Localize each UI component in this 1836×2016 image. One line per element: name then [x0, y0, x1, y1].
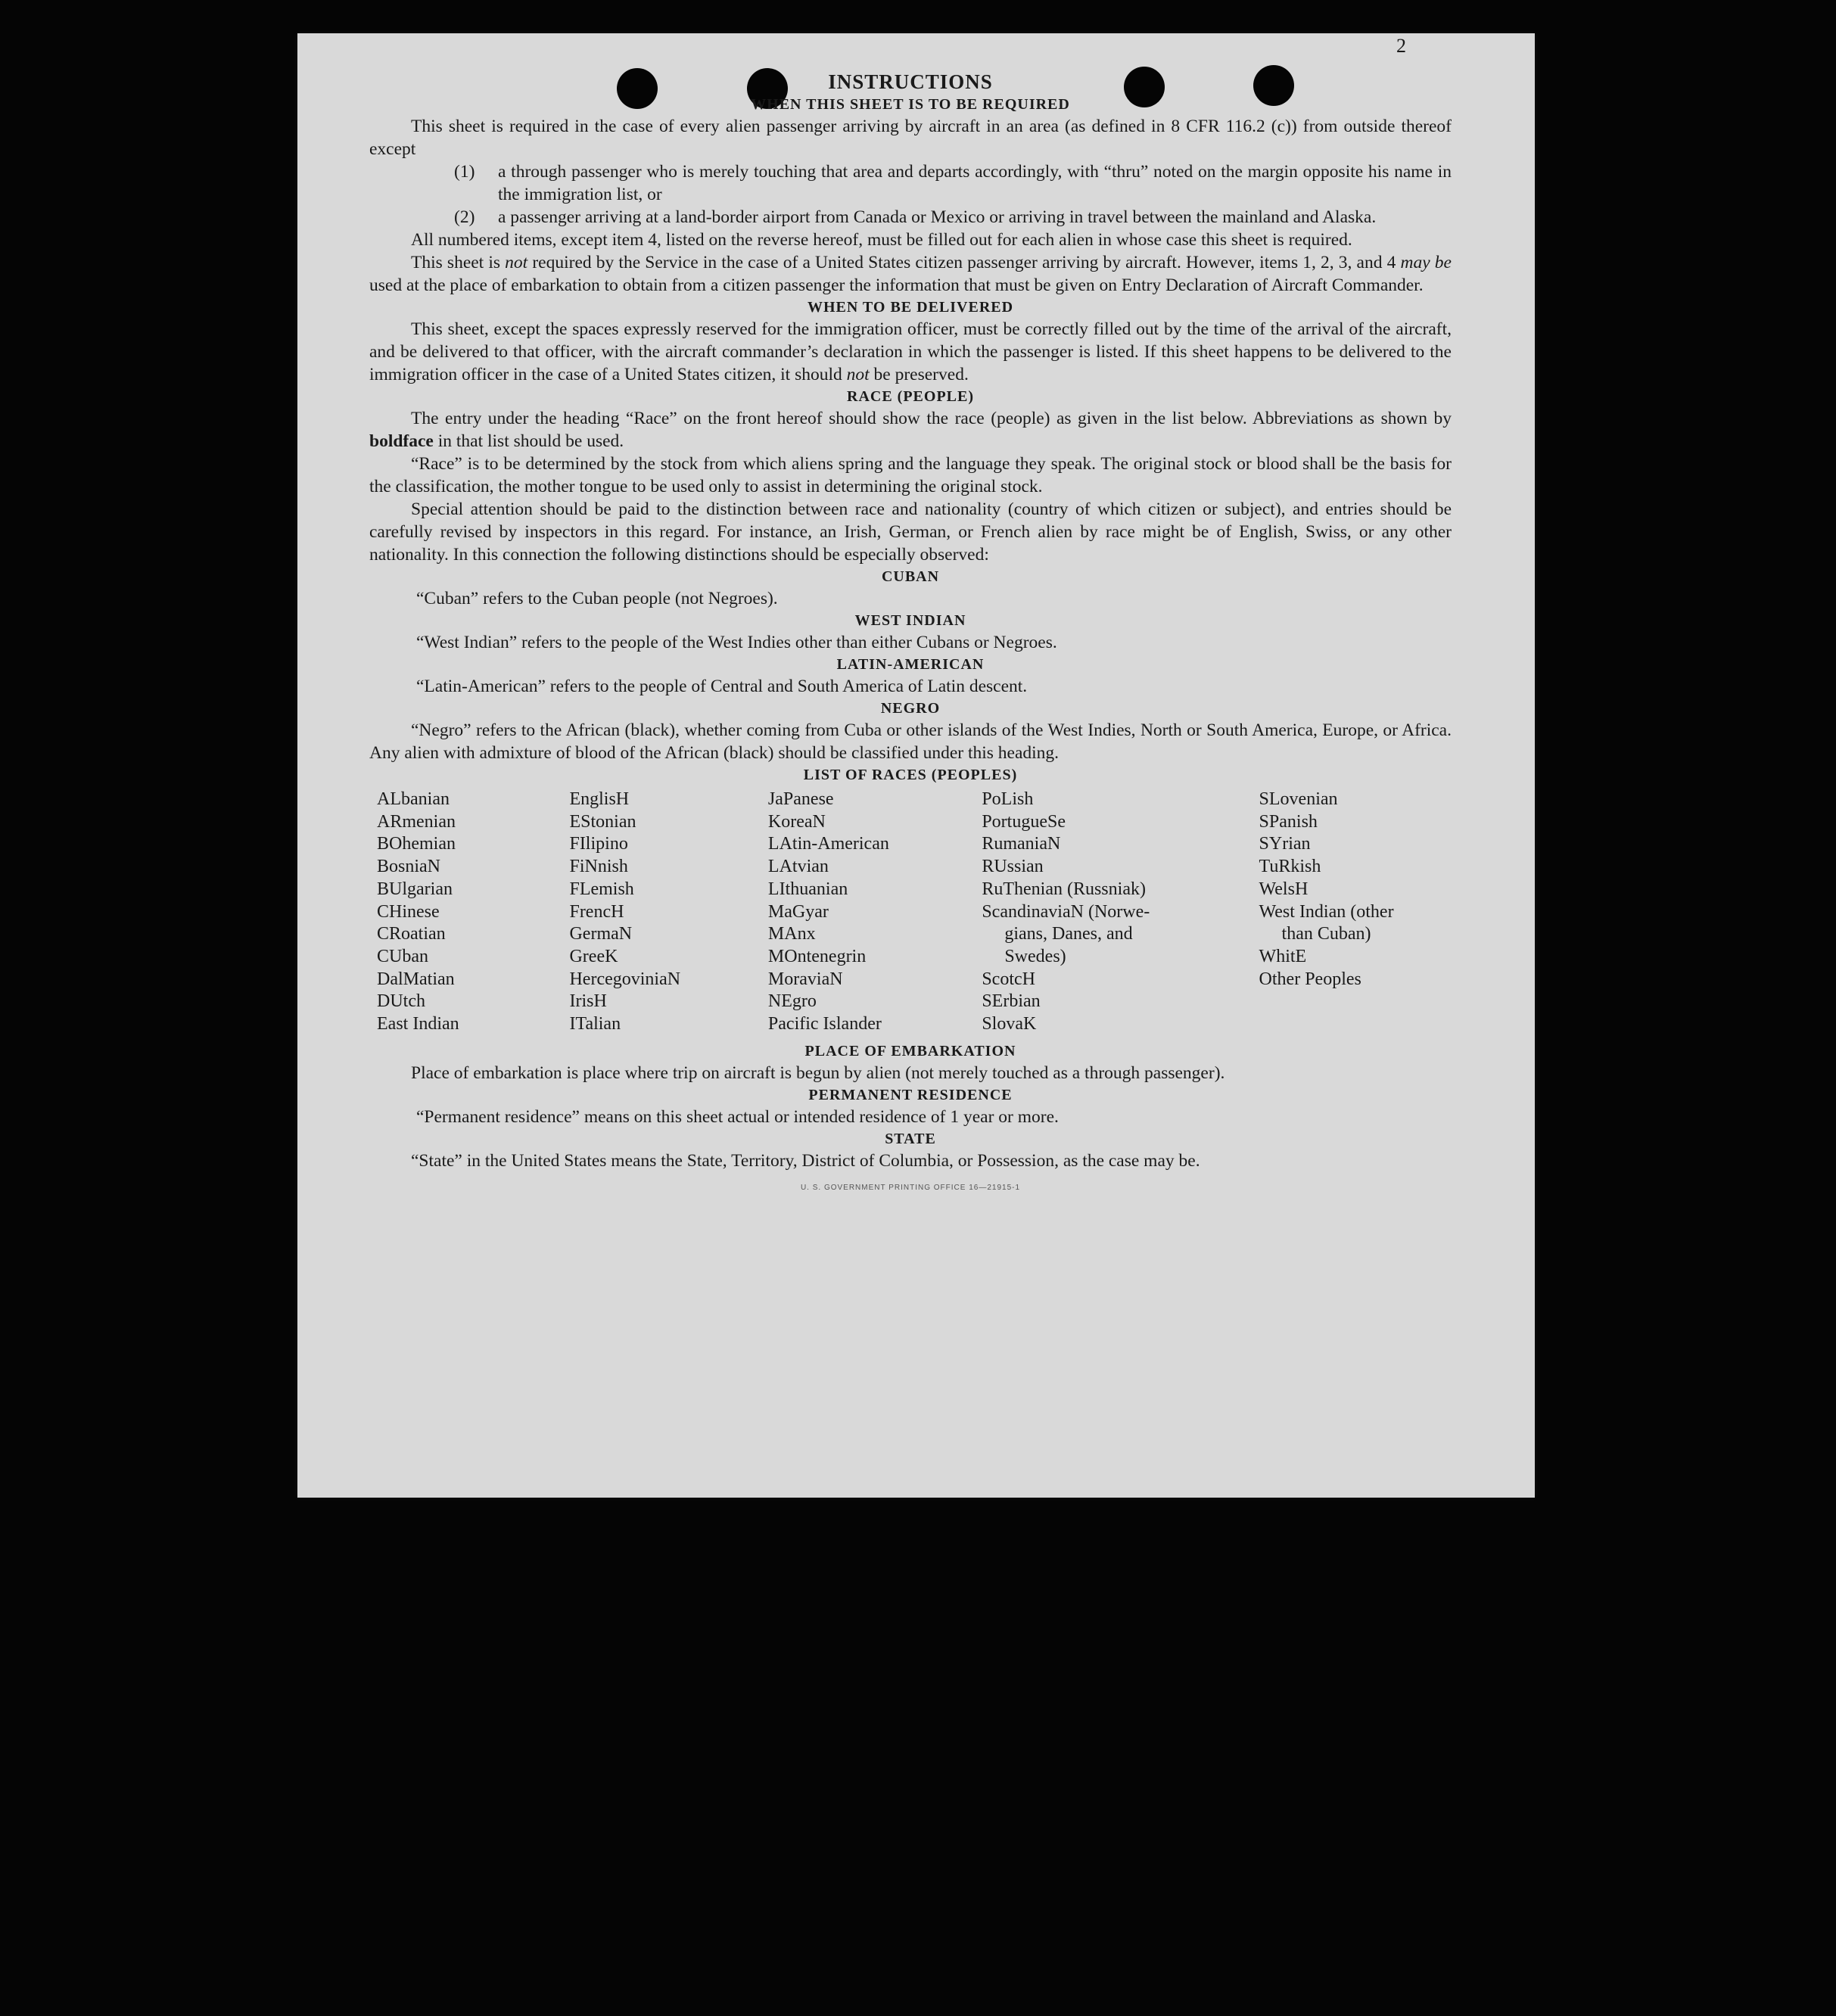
race-entry: BUlgarian	[377, 879, 453, 899]
race-entry: RuThenian (Russniak)	[982, 879, 1146, 899]
section-heading-west-indian: WEST INDIAN	[854, 612, 966, 629]
section-heading-latin-american: LATIN-AMERICAN	[836, 656, 985, 673]
emphasis: not	[846, 365, 870, 384]
races-column-3	[768, 789, 982, 1036]
text-run: This sheet is	[411, 253, 506, 272]
race-entry: FIlipino	[569, 834, 628, 854]
paragraph	[369, 318, 1452, 386]
race-entry: ScotcH	[982, 969, 1035, 989]
race-entry: CRoatian	[377, 924, 446, 944]
race-entry: RUssian	[982, 857, 1044, 877]
paragraph: “Race” is to be determined by the stock from which aliens spring and the language they speak. The original stock or blood shall be the basis for the classification, the mother tongue to be used only to assist in determining the original stock.	[369, 454, 1452, 496]
race-entry: WhitE	[1259, 946, 1307, 966]
page-number: 2	[1396, 35, 1406, 57]
race-entry: IrisH	[569, 991, 607, 1012]
race-entry: EnglisH	[569, 789, 630, 809]
definition-text: “Negro” refers to the African (black), whether coming from Cuba or other islands of the West Indies, North or South America, Europe, or Africa. Any alien with admixture of blood of the African (black) should be classified under this heading.	[369, 720, 1452, 763]
instructions-body	[369, 70, 1452, 1199]
page-title: INSTRUCTIONS	[828, 70, 993, 93]
race-entry: SErbian	[982, 991, 1041, 1012]
paragraph	[369, 251, 1452, 297]
race-entry: CHinese	[377, 901, 440, 922]
emphasis: may be	[1400, 253, 1452, 272]
race-entry: LAtvian	[767, 857, 829, 877]
text-run: This sheet, except the spaces expressly reserved for the immigration officer, must be correctly filled out by the time of the arrival of the aircraft, and be delivered to that officer, with the aircraft commander’s declaration in which the passenger is listed. If this sheet happens to be delivered to the immigration officer in the case of a United States citizen, it should	[369, 319, 1452, 384]
race-entry: MaGyar	[767, 901, 829, 922]
race-entry: BOhemian	[377, 834, 456, 854]
race-entry-continued: Swedes)	[1004, 946, 1066, 966]
race-entry: HercegoviniaN	[569, 969, 681, 989]
race-entry: West Indian (other	[1259, 901, 1394, 922]
races-list	[377, 789, 1452, 1036]
paragraph: Place of embarkation is place where trip on aircraft is begun by alien (not merely touched as a through passenger).	[411, 1062, 1225, 1083]
section-heading-embarkation: PLACE OF EMBARKATION	[804, 1042, 1016, 1059]
race-entry: RumaniaN	[982, 834, 1061, 854]
race-entry: DalMatian	[377, 969, 455, 989]
text-run: in that list should be used.	[433, 431, 624, 451]
race-entry: PortugueSe	[982, 811, 1066, 832]
emphasis: not	[505, 253, 528, 272]
paragraph: All numbered items, except item 4, listed on the reverse hereof, must be filled out for each alien in whose case this sheet is required.	[411, 230, 1352, 250]
race-entry-continued: gians, Danes, and	[1004, 924, 1133, 944]
paragraph: “Permanent residence” means on this sheet actual or intended residence of 1 year or more.	[416, 1106, 1059, 1127]
exception-item	[369, 160, 1452, 206]
text-run: The entry under the heading “Race” on the front hereof should show the race (people) as given in the list below. Abbreviations as shown by	[411, 409, 1452, 428]
definition-text: “West Indian” refers to the people of the West Indies other than either Cubans or Negroes.	[416, 633, 1057, 652]
race-entry: EStonian	[569, 811, 636, 832]
race-entry: SlovaK	[982, 1014, 1037, 1034]
race-entry: ALbanian	[377, 789, 450, 809]
race-entry: MOntenegrin	[767, 946, 867, 966]
race-entry: Other Peoples	[1259, 969, 1361, 989]
exception-number: (1)	[454, 162, 475, 182]
race-entry: CUban	[377, 946, 428, 966]
paragraph	[369, 407, 1452, 453]
race-entry: JaPanese	[767, 789, 834, 809]
printer-imprint: U. S. GOVERNMENT PRINTING OFFICE 16—21915-1	[800, 1183, 1021, 1192]
race-entry: ARmenian	[377, 811, 456, 832]
race-entry: ScandinaviaN (Norwe-	[982, 901, 1150, 922]
bold-text: boldface	[369, 431, 434, 451]
races-column-4	[982, 789, 1259, 1036]
section-heading-cuban: CUBAN	[881, 568, 940, 585]
paragraph: “State” in the United States means the State, Territory, District of Columbia, or Possession, as the case may be.	[411, 1150, 1200, 1171]
section-heading-list-of-races: LIST OF RACES (PEOPLES)	[803, 767, 1018, 783]
exception-text: a through passenger who is merely touching that area and departs accordingly, with “thru” noted on the margin opposite his name in the immigration list, or	[498, 162, 1452, 204]
race-entry: FiNnish	[569, 857, 628, 877]
race-entry: GreeK	[569, 946, 618, 966]
section-heading-negro: NEGRO	[880, 700, 941, 717]
race-entry: BosniaN	[377, 857, 440, 877]
paragraph: This sheet is required in the case of every alien passenger arriving by aircraft in an area (as defined in 8 CFR 116.2 (c)) from outside thereof except	[369, 117, 1452, 159]
race-entry: KoreaN	[767, 811, 826, 832]
race-entry-continued: than Cuban)	[1281, 924, 1371, 944]
section-heading-state: STATE	[885, 1130, 936, 1147]
race-entry: NEgro	[767, 991, 817, 1012]
race-entry: LIthuanian	[767, 879, 848, 899]
race-entry: SPanish	[1259, 811, 1318, 832]
race-entry: LAtin-American	[767, 834, 889, 854]
exception-text: a passenger arriving at a land-border airport from Canada or Mexico or arriving in travel between the mainland and Alaska.	[498, 207, 1377, 227]
instruction-sheet	[297, 33, 1535, 1498]
text-run: required by the Service in the case of a United States citizen passenger arriving by aircraft. However, items 1, 2, 3, and 4	[527, 253, 1401, 272]
race-entry: PoLish	[982, 789, 1034, 809]
race-entry: East Indian	[377, 1014, 459, 1034]
races-column-1	[377, 789, 569, 1036]
race-entry: FrencH	[569, 901, 624, 922]
races-column-2	[569, 789, 767, 1036]
race-entry: TuRkish	[1259, 857, 1321, 877]
section-heading-when-delivered: WHEN TO BE DELIVERED	[807, 299, 1014, 316]
race-entry: FLemish	[569, 879, 634, 899]
race-entry: ITalian	[569, 1014, 621, 1034]
section-heading-race: RACE (PEOPLE)	[847, 388, 974, 405]
race-entry: DUtch	[377, 991, 425, 1012]
definition-text: “Latin-American” refers to the people of Central and South America of Latin descent.	[416, 677, 1028, 696]
race-entry: SLovenian	[1259, 789, 1338, 809]
race-entry: SYrian	[1259, 834, 1311, 854]
race-entry: MAnx	[767, 924, 816, 944]
race-entry: MoraviaN	[767, 969, 843, 989]
section-heading-permanent-residence: PERMANENT RESIDENCE	[808, 1086, 1013, 1103]
race-entry: Pacific Islander	[767, 1014, 882, 1034]
race-entry: GermaN	[569, 924, 633, 944]
text-run: be preserved.	[869, 365, 969, 384]
paragraph: Special attention should be paid to the distinction between race and nationality (country of which citizen or subject), and entries should be carefully revised by inspectors in this regard. For instance, an Irish, German, or French alien by race might be of English, Swiss, or any other nationality. In this connection the following distinctions should be especially observed:	[369, 499, 1452, 565]
definition-text: “Cuban” refers to the Cuban people (not Negroes).	[416, 589, 778, 608]
section-heading-when-required: WHEN THIS SHEET IS TO BE REQUIRED	[751, 96, 1070, 113]
text-run: used at the place of embarkation to obtain from a citizen passenger the information that must be given on Entry Declaration of Aircraft Commander.	[369, 275, 1424, 295]
races-column-5	[1259, 789, 1452, 1036]
exception-number: (2)	[454, 207, 475, 227]
exception-item	[369, 206, 1452, 229]
race-entry: WelsH	[1259, 879, 1309, 899]
